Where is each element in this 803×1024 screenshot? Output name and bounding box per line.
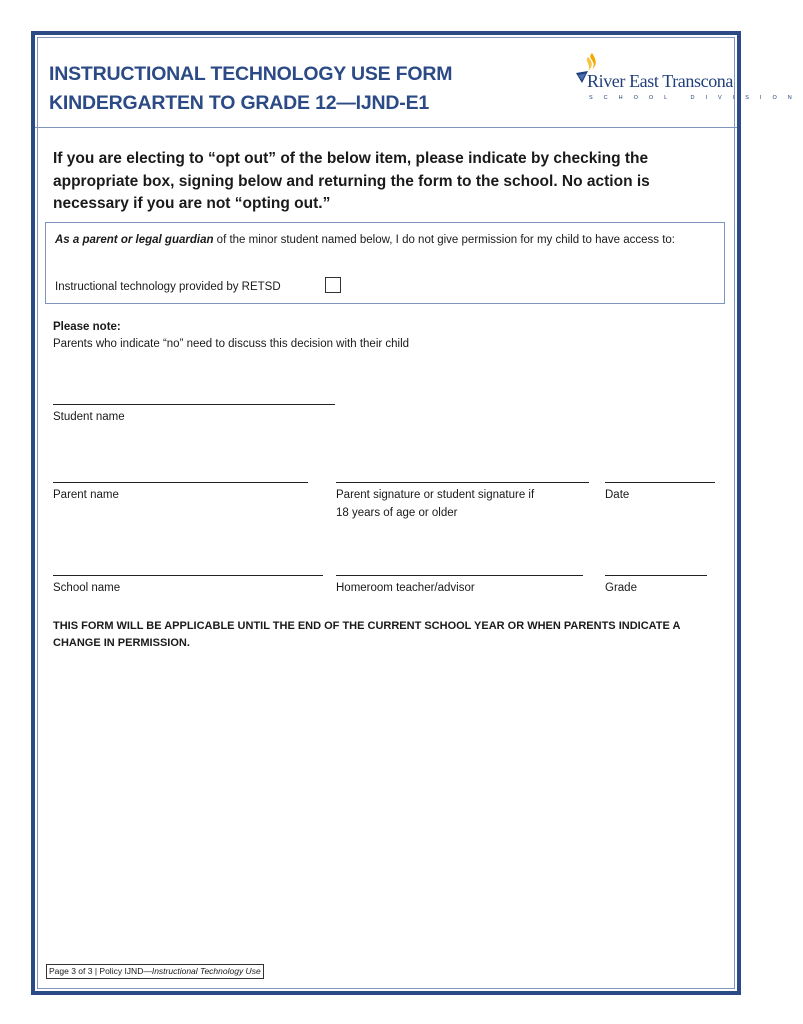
parent-name-label: Parent name [53,489,119,501]
student-name-line[interactable] [53,404,335,405]
signature-label-line-1: Parent signature or student signature if [336,489,535,501]
opt-out-box [45,222,725,304]
form-header [35,35,803,128]
grade-label: Grade [605,582,637,594]
logo-subtitle: SCHOOL DIVISION [589,95,803,101]
note-text: Parents who indicate “no” need to discuss this decision with their child [53,338,410,350]
title-line-1: INSTRUCTIONAL TECHNOLOGY USE FORM [49,63,453,85]
student-name-label: Student name [53,411,125,423]
parent-signature-label [336,486,534,522]
page-border [31,31,803,995]
grade-line[interactable] [605,575,707,576]
intro-instructions: If you are electing to “opt out” of the below item, please indicate by checking the appropriate box, signing below and returning the form to the school. No action is necessary if you are not “opting out.” [53,150,650,212]
validity-notice: THIS FORM WILL BE APPLICABLE UNTIL THE END OF THE CURRENT SCHOOL YEAR OR WHEN PARENTS INDICATE A CHANGE IN PERMISSION. [53,620,681,649]
signature-label-line-2: 18 years of age or older [336,507,458,519]
opt-out-item-label: Instructional technology provided by RETSD [55,281,281,293]
note-title: Please note: [53,321,121,333]
opt-out-checkbox[interactable] [325,277,341,293]
date-label: Date [605,489,630,501]
guardian-lead: As a parent or legal guardian [55,234,214,246]
school-name-label: School name [53,582,121,594]
parent-name-line[interactable] [53,482,308,483]
division-logo [568,51,803,115]
logo-name: River East Transcona [587,71,733,91]
form-title [49,60,452,118]
homeroom-label: Homeroom teacher/advisor [336,582,475,594]
parent-signature-line[interactable] [336,482,589,483]
homeroom-line[interactable] [336,575,583,576]
page-footer-prefix: Page 3 of 3 | Policy IJND— [49,966,152,976]
page-footer [46,964,264,979]
opt-out-statement [55,232,723,249]
school-name-line[interactable] [53,575,323,576]
date-line[interactable] [605,482,715,483]
page-footer-title: Instructional Technology Use [151,966,261,976]
title-line-2: KINDERGARTEN TO GRADE 12—IJND-E1 [49,92,430,114]
guardian-statement: of the minor student named below, I do not give permission for my child to have access to: [213,234,676,246]
